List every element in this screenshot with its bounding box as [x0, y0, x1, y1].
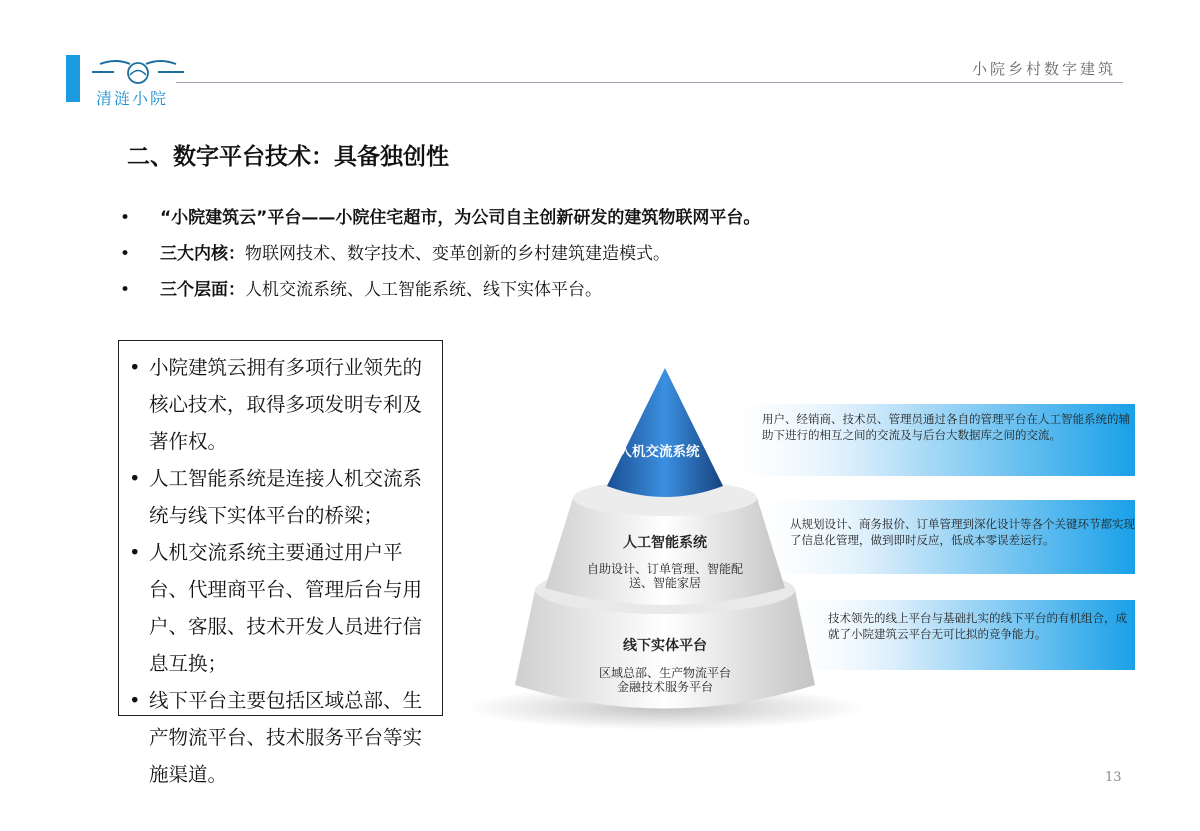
tier3-subtitle-line: 区域总部、生产物流平台 [598, 666, 731, 680]
bullet-strong: 三个层面： [160, 280, 245, 300]
bullet-marker: • [120, 208, 131, 228]
bullet-marker: • [120, 244, 131, 264]
bullet-strong: 三大内核： [160, 244, 245, 264]
box-item-text: 小院建筑云拥有多项行业领先的核心技术，取得多项发明专利及著作权。 [149, 356, 423, 453]
bullet-marker: • [120, 280, 131, 300]
bullet-marker: • [129, 467, 141, 490]
bullet-item [120, 272, 760, 308]
box-item-text: 人机交流系统主要通过用户平台、代理商平台、管理后台与用户、客服、技术开发人员进行信息互换； [149, 541, 423, 675]
tier3-subtitle-line: 金融技术服务平台 [616, 680, 713, 694]
bullet-marker: • [129, 356, 141, 379]
logo-text: 清涟小院 [96, 89, 169, 108]
bullet-marker: • [129, 689, 141, 712]
box-item [129, 682, 430, 793]
tier2-subtitle: 自助设计、订单管理、智能配送、智能家居 [586, 562, 743, 590]
box-item-text: 人工智能系统是连接人机交流系统与线下实体平台的桥梁； [149, 467, 423, 527]
tier1-description: 用户、经销商、技术员、管理员通过各自的管理平台在人工智能系统的辅助下进行的相互之间的交流及与后台大数据库之间的交流。 [762, 412, 1130, 442]
bullet-item [120, 236, 760, 272]
header-divider [176, 82, 1123, 83]
bullet-item [120, 200, 760, 236]
box-item [129, 349, 430, 460]
bullet-text: 物联网技术、数字技术、变革创新的乡村建筑建造模式。 [245, 244, 670, 264]
box-item-text: 线下平台主要包括区域总部、生产物流平台、技术服务平台等实施渠道。 [149, 689, 423, 786]
section-heading: 二、数字平台技术：具备独创性 [127, 144, 449, 170]
tier3-title: 线下实体平台 [623, 638, 707, 654]
tier3-description: 技术领先的线上平台与基础扎实的线下平台的有机组合，成就了小院建筑云平台无可比拟的竞争能力。 [828, 611, 1127, 641]
tier2-description: 从规划设计、商务报价、订单管理到深化设计等各个关键环节都实现了信息化管理，做到即时反应，低成本零误差运行。 [790, 517, 1135, 547]
tier3-subtitle [565, 666, 765, 694]
header-title: 小院乡村数字建筑 [971, 60, 1116, 78]
logo-accent-bar [66, 55, 80, 102]
tier1-shape [607, 368, 723, 497]
bullet-strong: “小院建筑云”平台——小院住宅超市，为公司自主创新研发的建筑物联网平台。 [160, 208, 761, 228]
box-item [129, 460, 430, 534]
tier2-title: 人工智能系统 [623, 535, 707, 551]
key-points-list [120, 200, 760, 308]
tier1-title: 人机交流系统 [618, 444, 700, 460]
page-number: 13 [1105, 770, 1122, 785]
box-item [129, 534, 430, 682]
summary-box [118, 340, 443, 786]
bullet-text: 人机交流系统、人工智能系统、线下实体平台。 [245, 280, 602, 300]
bullet-marker: • [129, 541, 141, 564]
